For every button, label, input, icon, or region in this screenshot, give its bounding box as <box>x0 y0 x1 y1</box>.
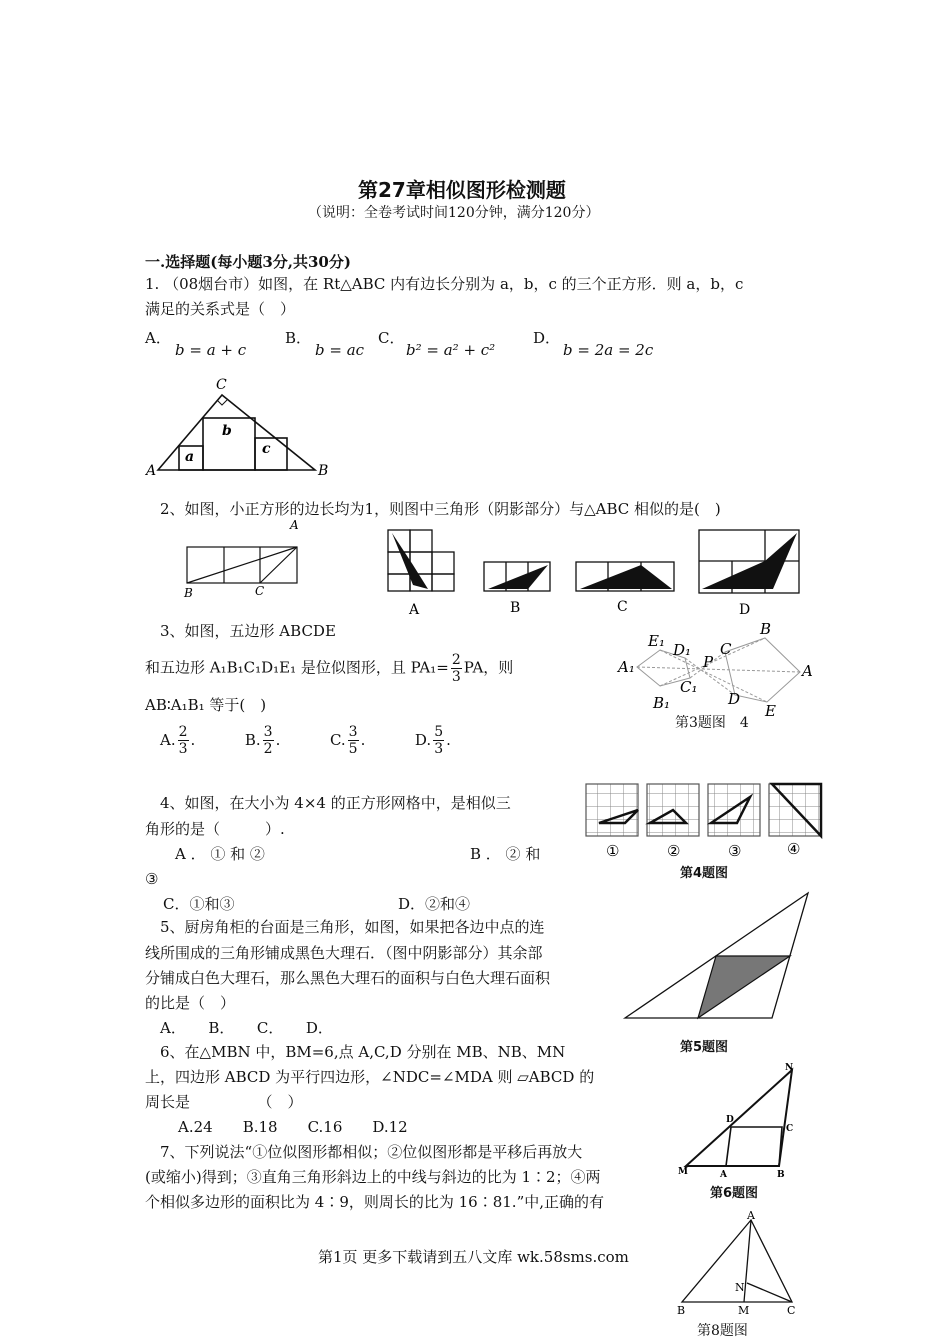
q3-label-b1: B₁ <box>653 694 671 712</box>
q2-shade-c <box>580 565 672 589</box>
q1-label-c: C <box>216 377 227 393</box>
q2-shade-b <box>488 565 548 589</box>
q6-label-n: N <box>785 1063 794 1073</box>
q6-line1: 6、在△MBN 中，BM=6,点 A,C,D 分别在 MB、NB、MN <box>160 1043 566 1061</box>
q4-grid-label-2: ② <box>667 842 681 860</box>
q3-label-d1: D₁ <box>673 641 692 659</box>
q4-grid-label-4: ④ <box>787 840 801 858</box>
q1-label-a-vertex: A <box>146 463 157 479</box>
q3-line3: AB∶A₁B₁ 等于( ) <box>145 696 267 714</box>
q3-opt-b: B. $\frac{3}{2}$ . <box>244 724 281 757</box>
q7-line1: 7、下列说法“①位似图形都相似；②位似图形都是平移后再放大 <box>160 1143 583 1161</box>
q3-label-c1: C₁ <box>680 678 698 696</box>
q3-line2b: PA，则 <box>463 658 514 677</box>
q3-opt-d: D. $\frac{5}{3}$ . <box>414 724 451 757</box>
q4-line1: 4、如图，在大小为 4×4 的正方形网格中，是相似三 <box>160 794 511 812</box>
q1-label-a: a <box>185 449 195 465</box>
q4-opt-b: B ． ② 和 <box>470 845 541 863</box>
q3-label-b: B <box>760 620 772 638</box>
q4-opt-c: C．①和③ <box>163 895 235 913</box>
q2-opt-d: D <box>739 602 751 618</box>
q7-line2: (或缩小)得到；③直角三角形斜边上的中线与斜边的比为 1∶2；④两 <box>145 1168 601 1186</box>
q6-caption: 第6题图 <box>710 1186 759 1201</box>
q1-label-b: b <box>222 423 232 439</box>
q1-label-b-vertex: B <box>318 463 329 479</box>
q6-line3: 周长是 （ ） <box>145 1093 303 1111</box>
q1-opt-b: b = ac <box>315 341 365 359</box>
q3-figure <box>615 620 820 720</box>
q8-label-a: A <box>747 1210 755 1222</box>
q4-grid-label-1: ① <box>606 842 620 860</box>
q6-label-c: C <box>786 1124 794 1134</box>
q3-options <box>160 724 451 757</box>
q6-parallelogram <box>726 1127 782 1166</box>
q3-label-e1: E₁ <box>648 632 665 650</box>
q1-opt-a-label: A． <box>145 329 171 347</box>
q4-line2: 角形的是（ ）. <box>145 820 285 838</box>
q2-label-b: B <box>184 586 193 599</box>
q3-label-c: C <box>720 640 732 658</box>
q3-label-d: D <box>728 690 741 708</box>
q3-opt-a: A. $\frac{2}{3}$ . <box>160 724 196 757</box>
page-footer: 第1页 更多下载请到五八文库 wk.58sms.com <box>318 1248 629 1266</box>
q4-figure <box>584 780 829 862</box>
q6-label-d: D <box>726 1115 734 1125</box>
q3-label-a: A <box>802 662 813 680</box>
q1-opt-c-label: C． <box>378 329 405 347</box>
q5-line2: 线所围成的三角形铺成黑色大理石．（图中阴影部分）其余部 <box>145 944 543 962</box>
q1-opt-a: b = a + c <box>175 341 247 359</box>
q6-label-a: A <box>720 1170 727 1180</box>
q5-figure <box>622 888 814 1028</box>
q2-opt-a: A <box>409 602 420 618</box>
q4-caption: 第4题图 <box>680 866 729 881</box>
q5-caption: 第5题图 <box>680 1040 729 1055</box>
q1-opt-d-label: D． <box>533 329 561 347</box>
q1-label-c-small: c <box>262 441 271 457</box>
q3-label-e: E <box>765 702 776 720</box>
q5-options: A． B． C． D． <box>160 1019 333 1037</box>
q4-opt-b-cont: ③ <box>145 870 159 888</box>
q3-opt-c: C. $\frac{3}{5}$ . <box>329 724 366 757</box>
q6-options: A.24 B.18 C.16 D.12 <box>178 1118 408 1136</box>
page-subtitle: （说明：全卷考试时间120分钟，满分120分） <box>308 205 600 221</box>
q2-label-a: A <box>290 518 299 532</box>
q3-fraction: $\frac{2}{3}$ <box>451 652 461 685</box>
q2-opt-b: B <box>510 600 521 616</box>
q3-label-p: P <box>703 653 714 671</box>
q6-label-m: M <box>678 1167 688 1177</box>
q8-label-m: M <box>738 1304 750 1317</box>
q1-opt-c: b² = a² + c² <box>406 341 496 359</box>
q5-line4: 的比是（ ） <box>145 994 236 1012</box>
q5-line3: 分铺成白色大理石，那么黑色大理石的面积与白色大理石面积 <box>145 969 551 987</box>
q8-label-b: B <box>677 1304 686 1317</box>
q6-line2: 上，四边形 ABCD 为平行四边形，∠NDC=∠MDA 则 ▱ABCD 的 <box>145 1068 595 1086</box>
q6-figure <box>674 1058 804 1180</box>
q1-triangle <box>158 395 315 470</box>
q2-figure-abc <box>180 517 305 599</box>
q1-line1: 1. （08烟台市）如图，在 Rt△ABC 内有边长分别为 a，b，c 的三个正方形．则 a，b，c <box>145 275 744 293</box>
q1-figure <box>140 375 340 480</box>
section-heading: 一.选择题(每小题3分,共30分) <box>145 253 351 271</box>
q3-line2 <box>145 652 513 685</box>
q8-figure <box>674 1210 804 1322</box>
q3-caption: 第3题图 4 <box>675 715 749 731</box>
q5-black-marble <box>698 956 790 1018</box>
q4-grid-label-3: ③ <box>728 842 742 860</box>
q4-opt-d: D．②和④ <box>398 895 471 913</box>
q3-line1: 3、如图，五边形 ABCDE <box>160 622 336 640</box>
q2-options-figure <box>383 525 803 620</box>
q1-opt-d: b = 2a = 2c <box>563 341 654 359</box>
q8-label-c: C <box>787 1304 796 1317</box>
q8-label-n: N <box>735 1281 745 1294</box>
q6-label-b: B <box>777 1170 785 1180</box>
q3-label-a1: A₁ <box>618 658 635 676</box>
q8-caption: 第8题图 <box>697 1323 748 1339</box>
q4-opt-a: A ． ① 和 ② <box>175 845 265 863</box>
q1-opt-b-label: B． <box>285 329 312 347</box>
q2-opt-c: C <box>617 599 628 615</box>
q2-label-c: C <box>255 584 265 598</box>
q1-line2: 满足的关系式是（ ） <box>145 300 296 318</box>
q3-line2a: 和五边形 A₁B₁C₁D₁E₁ 是位似图形，且 PA₁= <box>145 658 449 677</box>
page-title: 第27章相似图形检测题 <box>358 178 566 202</box>
q7-line3: 个相似多边形的面积比为 4∶9，则周长的比为 16∶81.”中,正确的有 <box>145 1193 605 1211</box>
q2-text: 2、如图，小正方形的边长均为1，则图中三角形（阴影部分）与△ABC 相似的是( ) <box>160 500 721 518</box>
q5-line1: 5、厨房角柜的台面是三角形，如图，如果把各边中点的连 <box>160 918 545 936</box>
